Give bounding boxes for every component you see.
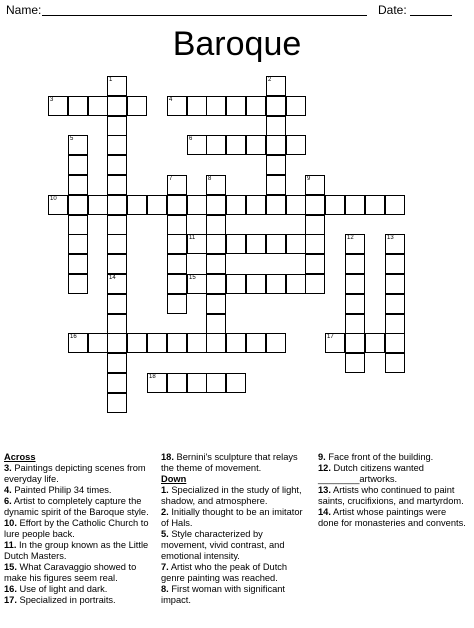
clue-text: What Caravaggio showed to make his figures seem real. — [4, 562, 137, 583]
grid-cell[interactable] — [246, 333, 266, 353]
clue-number: 2 — [268, 77, 272, 83]
grid-cell[interactable] — [266, 333, 286, 353]
page-title: Baroque — [172, 25, 302, 63]
date-label: Date: — [378, 3, 407, 17]
across-clue — [161, 452, 311, 474]
grid-cell[interactable] — [266, 96, 286, 116]
grid-cell[interactable] — [167, 215, 187, 235]
clue-number: 13 — [387, 235, 394, 241]
grid-cell[interactable] — [246, 274, 266, 294]
grid-cell[interactable] — [266, 274, 286, 294]
across-clue — [4, 518, 152, 540]
clue-number: 3. — [4, 463, 12, 473]
grid-cell[interactable] — [206, 254, 226, 274]
grid-cell[interactable] — [266, 76, 286, 96]
grid-cell[interactable] — [206, 274, 226, 294]
grid-cell[interactable] — [345, 254, 365, 274]
clue-text: Artist whose paintings were done for monasteries and convents. — [318, 507, 466, 528]
grid-cell[interactable] — [107, 274, 127, 294]
clue-number: 16 — [70, 334, 77, 340]
clue-number: 8 — [208, 176, 212, 182]
clue-text: In the group known as the Little Dutch Masters. — [4, 540, 149, 561]
grid-cell[interactable] — [147, 195, 167, 215]
grid-cell[interactable] — [286, 195, 306, 215]
grid-cell[interactable] — [68, 96, 88, 116]
grid-cell[interactable] — [385, 353, 405, 373]
grid-cell[interactable] — [107, 175, 127, 195]
grid-cell[interactable] — [88, 96, 108, 116]
grid-cell[interactable] — [206, 175, 226, 195]
grid-cell[interactable] — [107, 195, 127, 215]
grid-cell[interactable] — [286, 135, 306, 155]
grid-cell[interactable] — [266, 195, 286, 215]
grid-cell[interactable] — [226, 274, 246, 294]
grid-cell[interactable] — [305, 215, 325, 235]
grid-cell[interactable] — [48, 195, 68, 215]
grid-cell[interactable] — [127, 195, 147, 215]
down-clue — [161, 507, 311, 529]
grid-cell[interactable] — [48, 96, 68, 116]
grid-cell[interactable] — [266, 116, 286, 136]
grid-cell[interactable] — [266, 135, 286, 155]
grid-cell[interactable] — [345, 314, 365, 334]
across-clue — [4, 485, 152, 496]
clue-number: 2. — [161, 507, 169, 517]
grid-cell[interactable] — [127, 333, 147, 353]
clue-number: 6. — [4, 496, 12, 506]
grid-cell[interactable] — [206, 215, 226, 235]
clue-text: Face front of the building. — [325, 452, 434, 462]
clue-text: Paintings depicting scenes from everyday life. — [4, 463, 146, 484]
grid-cell[interactable] — [305, 254, 325, 274]
grid-cell[interactable] — [107, 155, 127, 175]
grid-cell[interactable] — [68, 155, 88, 175]
grid-cell[interactable] — [167, 294, 187, 314]
clue-number: 3 — [50, 97, 54, 103]
grid-cell[interactable] — [187, 274, 207, 294]
grid-cell[interactable] — [325, 195, 345, 215]
grid-cell[interactable] — [107, 333, 127, 353]
grid-cell[interactable] — [206, 96, 226, 116]
across-clue — [4, 463, 152, 485]
grid-cell[interactable] — [68, 175, 88, 195]
down-heading: Down — [161, 474, 187, 484]
grid-cell[interactable] — [187, 96, 207, 116]
grid-cell[interactable] — [206, 135, 226, 155]
clue-text: Artists who continued to paint saints, crucifixions, and martyrdom. — [318, 485, 464, 506]
clue-number: 7. — [161, 562, 169, 572]
grid-cell[interactable] — [187, 234, 207, 254]
grid-cell[interactable] — [385, 333, 405, 353]
clue-number: 12. — [318, 463, 331, 473]
grid-cell[interactable] — [68, 254, 88, 274]
down-clue — [161, 562, 311, 584]
clue-number: 14. — [318, 507, 331, 517]
clue-number: 18 — [149, 374, 156, 380]
clue-text: Bernini's sculpture that relays the theme of movement. — [161, 452, 298, 473]
clue-number: 13. — [318, 485, 331, 495]
grid-cell[interactable] — [385, 294, 405, 314]
grid-cell[interactable] — [206, 333, 226, 353]
grid-cell[interactable] — [305, 175, 325, 195]
grid-cell[interactable] — [226, 333, 246, 353]
grid-cell[interactable] — [286, 234, 306, 254]
grid-cell[interactable] — [246, 195, 266, 215]
grid-cell[interactable] — [107, 294, 127, 314]
grid-cell[interactable] — [167, 274, 187, 294]
clue-number: 11 — [189, 235, 196, 241]
across-clue — [4, 595, 152, 606]
clue-text: Artist to completely capture the dynamic spirit of the Baroque style. — [4, 496, 149, 517]
grid-cell[interactable] — [167, 195, 187, 215]
clues-column-2 — [161, 452, 311, 606]
clue-number: 5. — [161, 529, 169, 539]
grid-cell[interactable] — [147, 373, 167, 393]
grid-cell[interactable] — [107, 76, 127, 96]
grid-cell[interactable] — [68, 135, 88, 155]
clue-number: 9 — [307, 176, 311, 182]
grid-cell[interactable] — [345, 294, 365, 314]
grid-cell[interactable] — [305, 195, 325, 215]
down-clue — [161, 529, 311, 562]
clue-number: 10. — [4, 518, 17, 528]
clue-number: 1. — [161, 485, 169, 495]
grid-cell[interactable] — [167, 373, 187, 393]
grid-cell[interactable] — [305, 274, 325, 294]
grid-cell[interactable] — [365, 195, 385, 215]
grid-cell[interactable] — [107, 373, 127, 393]
across-clue — [4, 584, 152, 595]
grid-cell[interactable] — [187, 195, 207, 215]
clue-number: 15 — [189, 275, 196, 281]
grid-cell[interactable] — [68, 195, 88, 215]
grid-cell[interactable] — [305, 234, 325, 254]
grid-cell[interactable] — [206, 373, 226, 393]
clue-text: Painted Philip 34 times. — [11, 485, 112, 495]
grid-cell[interactable] — [325, 333, 345, 353]
grid-cell[interactable] — [167, 175, 187, 195]
grid-cell[interactable] — [167, 96, 187, 116]
grid-cell[interactable] — [107, 135, 127, 155]
grid-cell[interactable] — [206, 294, 226, 314]
clue-text: Dutch citizens wanted ________artworks. — [318, 463, 424, 484]
grid-cell[interactable] — [345, 234, 365, 254]
clue-text: Specialized in the study of light, shadow, and atmosphere. — [161, 485, 302, 506]
grid-cell[interactable] — [167, 333, 187, 353]
grid-cell[interactable] — [107, 234, 127, 254]
grid-cell[interactable] — [385, 274, 405, 294]
clue-text: Style characterized by movement, vivid contrast, and emotional intensity. — [161, 529, 285, 561]
grid-cell[interactable] — [385, 314, 405, 334]
grid-cell[interactable] — [365, 333, 385, 353]
grid-cell[interactable] — [266, 155, 286, 175]
grid-cell[interactable] — [345, 195, 365, 215]
grid-cell[interactable] — [107, 96, 127, 116]
grid-cell[interactable] — [226, 234, 246, 254]
clue-number: 12 — [347, 235, 354, 241]
down-clue — [161, 584, 311, 606]
down-clue — [318, 463, 468, 485]
grid-cell[interactable] — [266, 175, 286, 195]
clue-number: 6 — [189, 136, 193, 142]
clues-column-1 — [4, 452, 152, 606]
down-clue — [318, 507, 468, 529]
grid-cell[interactable] — [88, 333, 108, 353]
grid-cell[interactable] — [187, 333, 207, 353]
across-clue — [4, 496, 152, 518]
down-clue-list — [161, 485, 311, 606]
grid-cell[interactable] — [107, 254, 127, 274]
grid-cell[interactable] — [68, 234, 88, 254]
across-clue — [4, 540, 152, 562]
clue-text: Effort by the Catholic Church to lure people back. — [4, 518, 149, 539]
across-clue-list-continued — [161, 452, 311, 474]
across-clue-list — [4, 463, 152, 606]
grid-cell[interactable] — [385, 195, 405, 215]
grid-cell[interactable] — [286, 96, 306, 116]
clue-number: 10 — [50, 196, 57, 202]
clue-number: 4 — [169, 97, 173, 103]
clue-number: 9. — [318, 452, 326, 462]
grid-cell[interactable] — [226, 373, 246, 393]
grid-cell[interactable] — [167, 234, 187, 254]
grid-cell[interactable] — [206, 234, 226, 254]
grid-cell[interactable] — [127, 96, 147, 116]
clue-number: 16. — [4, 584, 17, 594]
grid-cell[interactable] — [187, 373, 207, 393]
clue-number: 17. — [4, 595, 17, 605]
grid-cell[interactable] — [246, 96, 266, 116]
grid-cell[interactable] — [68, 274, 88, 294]
clue-text: Specialized in portraits. — [16, 595, 116, 605]
grid-cell[interactable] — [246, 135, 266, 155]
clue-number: 7 — [169, 176, 173, 182]
grid-cell[interactable] — [226, 96, 246, 116]
clue-number: 18. — [161, 452, 174, 462]
grid-cell[interactable] — [88, 195, 108, 215]
clue-number: 17 — [327, 334, 334, 340]
grid-cell[interactable] — [226, 195, 246, 215]
grid-cell[interactable] — [385, 254, 405, 274]
grid-cell[interactable] — [206, 314, 226, 334]
clue-number: 4. — [4, 485, 12, 495]
grid-cell[interactable] — [266, 234, 286, 254]
grid-cell[interactable] — [345, 274, 365, 294]
grid-cell[interactable] — [385, 234, 405, 254]
grid-cell[interactable] — [345, 333, 365, 353]
grid-cell[interactable] — [187, 135, 207, 155]
name-label: Name: — [6, 3, 42, 17]
across-heading: Across — [4, 452, 36, 462]
grid-cell[interactable] — [286, 274, 306, 294]
down-clue-list-continued — [318, 452, 468, 529]
grid-cell[interactable] — [147, 333, 167, 353]
clue-number: 15. — [4, 562, 17, 572]
grid-cell[interactable] — [68, 215, 88, 235]
down-clue — [318, 485, 468, 507]
clue-number: 14 — [109, 275, 116, 281]
clue-number: 5 — [70, 136, 74, 142]
clue-text: First woman with significant impact. — [161, 584, 286, 605]
grid-cell[interactable] — [68, 333, 88, 353]
grid-cell[interactable] — [246, 234, 266, 254]
clue-number: 8. — [161, 584, 169, 594]
grid-cell[interactable] — [167, 254, 187, 274]
clue-text: Use of light and dark. — [16, 584, 108, 594]
clue-number: 11. — [4, 540, 17, 550]
grid-cell[interactable] — [107, 314, 127, 334]
clues-column-3 — [318, 452, 468, 529]
grid-cell[interactable] — [107, 393, 127, 413]
grid-cell[interactable] — [206, 195, 226, 215]
grid-cell[interactable] — [226, 135, 246, 155]
grid-cell[interactable] — [345, 353, 365, 373]
clue-number: 1 — [109, 77, 113, 83]
down-clue — [318, 452, 468, 463]
down-clue — [161, 485, 311, 507]
clue-text: Artist who the peak of Dutch genre painting was reached. — [161, 562, 288, 583]
grid-cell[interactable] — [107, 215, 127, 235]
grid-cell[interactable] — [107, 353, 127, 373]
grid-cell[interactable] — [107, 116, 127, 136]
clue-text: Initially thought to be an imitator of Hals. — [161, 507, 303, 528]
across-clue — [4, 562, 152, 584]
